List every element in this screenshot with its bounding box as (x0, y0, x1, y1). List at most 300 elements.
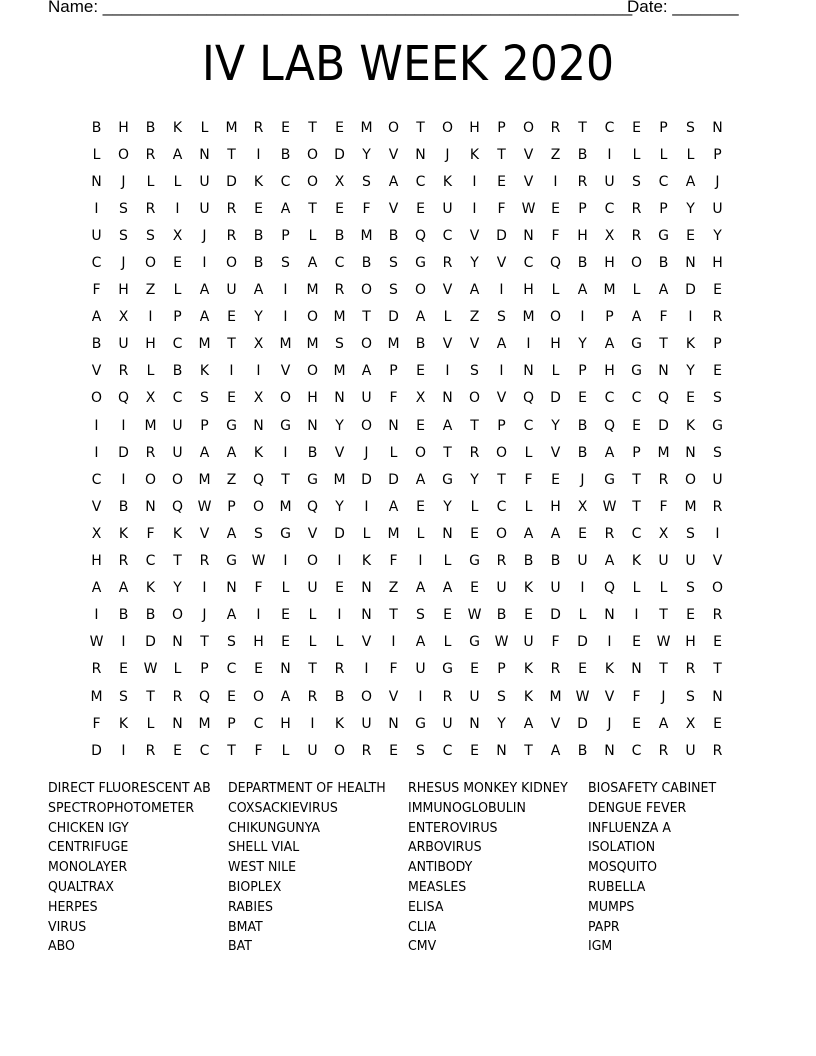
grid-letter: E (578, 390, 587, 407)
grid-letter: S (686, 525, 695, 542)
grid-letter: M (549, 688, 562, 705)
grid-letter: Y (362, 146, 371, 163)
grid-letter: L (632, 282, 641, 299)
grid-letter: B (415, 336, 426, 353)
grid-letter: T (416, 119, 425, 136)
grid-letter: K (685, 417, 696, 434)
grid-letter: Q (522, 390, 535, 407)
grid-letter: H (712, 255, 723, 272)
grid-letter: A (199, 282, 210, 299)
grid-letter: M (306, 282, 319, 299)
grid-letter: O (711, 580, 724, 597)
grid-letter: R (172, 688, 183, 705)
grid-letter: B (577, 444, 588, 461)
grid-letter: R (226, 227, 237, 244)
grid-letter: V (550, 715, 561, 732)
grid-letter: Z (226, 471, 237, 488)
grid-letter: I (391, 634, 396, 651)
grid-letter: L (632, 146, 641, 163)
grid-letter: L (308, 634, 317, 651)
grid-letter: B (523, 553, 534, 570)
grid-letter: T (659, 336, 668, 353)
grid-letter: I (229, 363, 234, 380)
grid-letter: A (199, 309, 210, 326)
grid-letter: V (442, 282, 453, 299)
grid-letter: O (360, 282, 373, 299)
grid-letter: X (253, 390, 264, 407)
grid-letter: X (577, 498, 588, 515)
grid-letter: I (337, 607, 342, 624)
grid-letter: X (145, 390, 156, 407)
word-item: BMAT (228, 918, 263, 935)
grid-letter: E (254, 200, 263, 217)
grid-letter: M (360, 119, 373, 136)
grid-letter: Y (686, 363, 695, 380)
grid-letter: D (496, 227, 507, 244)
grid-letter: S (497, 688, 506, 705)
grid-letter: R (145, 146, 156, 163)
grid-letter: P (173, 309, 182, 326)
grid-letter: C (631, 742, 642, 759)
grid-letter: I (256, 146, 261, 163)
grid-letter: Y (686, 200, 695, 217)
grid-letter: M (198, 336, 211, 353)
grid-letter: V (550, 444, 561, 461)
grid-letter: G (469, 634, 480, 651)
grid-letter: O (117, 146, 130, 163)
word-item: COXSACKIEVIRUS (228, 799, 338, 816)
grid-letter: H (604, 255, 615, 272)
grid-letter: L (173, 173, 182, 190)
grid-letter: T (443, 444, 452, 461)
grid-row (83, 141, 731, 168)
grid-letter: Y (470, 255, 479, 272)
grid-letter: B (388, 227, 399, 244)
grid-letter: R (442, 688, 453, 705)
grid-letter: M (603, 282, 616, 299)
grid-letter: H (145, 336, 156, 353)
grid-letter: M (684, 498, 697, 515)
grid-letter: R (334, 282, 345, 299)
grid-row (83, 466, 731, 493)
word-item: BAT (228, 938, 252, 955)
grid-letter: X (658, 525, 669, 542)
grid-letter: Y (551, 417, 560, 434)
grid-letter: C (442, 742, 453, 759)
grid-row (83, 249, 731, 276)
grid-letter: T (281, 471, 290, 488)
grid-letter: B (658, 255, 669, 272)
grid-letter: N (226, 580, 237, 597)
grid-letter: U (469, 688, 480, 705)
grid-letter: E (713, 715, 722, 732)
grid-letter: F (551, 634, 560, 651)
grid-letter: F (146, 525, 155, 542)
grid-letter: P (713, 146, 722, 163)
grid-letter: T (227, 742, 236, 759)
grid-letter: K (523, 580, 534, 597)
grid-letter: H (685, 634, 696, 651)
grid-letter: A (550, 742, 561, 759)
grid-letter: K (631, 553, 642, 570)
grid-letter: P (281, 227, 290, 244)
grid-letter: S (389, 255, 398, 272)
grid-letter: I (472, 173, 477, 190)
grid-letter: P (659, 200, 668, 217)
grid-letter: O (630, 255, 643, 272)
grid-letter: C (172, 336, 183, 353)
grid-letter: T (308, 661, 317, 678)
grid-letter: U (550, 580, 561, 597)
grid-letter: K (604, 661, 615, 678)
grid-letter: E (335, 580, 344, 597)
grid-letter: A (469, 282, 480, 299)
grid-letter: F (659, 498, 668, 515)
grid-row (83, 629, 731, 656)
grid-letter: S (200, 390, 209, 407)
grid-letter: R (334, 661, 345, 678)
grid-letter: B (307, 444, 318, 461)
grid-letter: K (118, 715, 129, 732)
grid-letter: Q (171, 498, 184, 515)
grid-letter: I (121, 634, 126, 651)
grid-letter: W (494, 634, 509, 651)
grid-letter: T (578, 119, 587, 136)
grid-letter: I (499, 282, 504, 299)
grid-letter: C (604, 200, 615, 217)
grid-letter: P (227, 498, 236, 515)
grid-letter: X (415, 390, 426, 407)
word-item: ANTIBODY (408, 859, 473, 876)
letter-grid (83, 114, 731, 764)
grid-letter: A (226, 525, 237, 542)
grid-letter: J (364, 444, 369, 461)
grid-letter: R (658, 742, 669, 759)
grid-letter: A (442, 417, 453, 434)
grid-row (83, 277, 731, 304)
grid-letter: G (469, 553, 480, 570)
grid-letter: T (227, 146, 236, 163)
word-item: IGM (588, 938, 613, 955)
grid-letter: N (253, 417, 264, 434)
grid-row (83, 548, 731, 575)
grid-letter: I (256, 607, 261, 624)
grid-letter: I (688, 309, 693, 326)
word-item: WEST NILE (228, 859, 297, 876)
grid-letter: T (497, 146, 506, 163)
grid-letter: V (604, 688, 615, 705)
grid-letter: H (469, 119, 480, 136)
grid-letter: M (387, 336, 400, 353)
grid-letter: I (175, 200, 180, 217)
grid-letter: X (172, 227, 183, 244)
grid-letter: R (199, 553, 210, 570)
grid-letter: G (226, 553, 237, 570)
grid-letter: O (306, 309, 319, 326)
grid-letter: E (227, 688, 236, 705)
grid-letter: K (685, 336, 696, 353)
grid-letter: R (550, 119, 561, 136)
grid-letter: R (712, 498, 723, 515)
grid-letter: A (388, 498, 399, 515)
grid-letter: L (146, 715, 155, 732)
word-item: PAPR (588, 918, 620, 935)
grid-letter: E (281, 119, 290, 136)
grid-letter: S (713, 390, 722, 407)
grid-letter: A (226, 444, 237, 461)
grid-letter: G (415, 255, 426, 272)
word-item: CMV (408, 938, 437, 955)
grid-letter: B (496, 607, 507, 624)
grid-letter: F (92, 715, 101, 732)
grid-letter: S (497, 309, 506, 326)
grid-letter: E (389, 742, 398, 759)
grid-letter: S (632, 173, 641, 190)
grid-letter: I (283, 282, 288, 299)
grid-letter: C (91, 255, 102, 272)
grid-letter: M (522, 309, 535, 326)
grid-letter: I (337, 553, 342, 570)
grid-row (83, 385, 731, 412)
grid-letter: T (632, 471, 641, 488)
word-item: HERPES (48, 898, 98, 915)
grid-letter: R (361, 742, 372, 759)
grid-letter: B (118, 498, 129, 515)
grid-letter: N (469, 715, 480, 732)
grid-letter: Q (549, 255, 562, 272)
grid-letter: D (577, 715, 588, 732)
grid-letter: E (227, 390, 236, 407)
grid-letter: B (577, 742, 588, 759)
grid-letter: R (469, 444, 480, 461)
grid-letter: L (659, 146, 668, 163)
grid-letter: B (91, 119, 102, 136)
grid-letter: I (715, 525, 720, 542)
grid-letter: T (227, 336, 236, 353)
grid-row (83, 222, 731, 249)
grid-letter: E (416, 417, 425, 434)
grid-letter: T (497, 471, 506, 488)
word-item: VIRUS (48, 918, 87, 935)
grid-letter: V (388, 688, 399, 705)
word-item: DEPARTMENT OF HEALTH (228, 780, 386, 796)
grid-letter: R (145, 444, 156, 461)
grid-letter: Q (117, 390, 130, 407)
word-item: IMMUNOGLOBULIN (408, 799, 526, 816)
grid-letter: K (253, 444, 264, 461)
grid-letter: U (199, 173, 210, 190)
grid-letter: R (307, 688, 318, 705)
grid-letter: H (523, 282, 534, 299)
word-item: RUBELLA (588, 878, 646, 895)
grid-letter: C (91, 471, 102, 488)
grid-letter: T (389, 607, 398, 624)
grid-letter: N (415, 146, 426, 163)
grid-letter: S (416, 607, 425, 624)
grid-letter: O (684, 471, 697, 488)
grid-letter: K (361, 553, 372, 570)
grid-letter: B (145, 119, 156, 136)
grid-letter: W (89, 634, 104, 651)
grid-letter: A (496, 336, 507, 353)
grid-letter: I (94, 417, 99, 434)
grid-letter: K (253, 173, 264, 190)
grid-letter: R (496, 553, 507, 570)
word-item: CHICKEN IGY (48, 819, 129, 836)
grid-letter: S (389, 282, 398, 299)
grid-letter: K (172, 119, 183, 136)
grid-letter: L (308, 227, 317, 244)
word-item: CLIA (408, 918, 437, 935)
grid-letter: C (604, 390, 615, 407)
word-item: CENTRIFUGE (48, 839, 129, 856)
grid-letter: L (470, 498, 479, 515)
word-item: DIRECT FLUORESCENT AB (48, 780, 211, 796)
grid-letter: L (443, 634, 452, 651)
grid-letter: O (387, 119, 400, 136)
grid-letter: R (658, 471, 669, 488)
grid-letter: V (523, 173, 534, 190)
grid-letter: M (198, 471, 211, 488)
grid-letter: R (118, 553, 129, 570)
grid-letter: U (658, 553, 669, 570)
grid-letter: M (279, 336, 292, 353)
grid-letter: V (523, 146, 534, 163)
grid-letter: R (577, 173, 588, 190)
grid-letter: A (415, 634, 426, 651)
grid-letter: N (685, 255, 696, 272)
grid-letter: P (227, 715, 236, 732)
grid-letter: R (712, 742, 723, 759)
grid-row (83, 602, 731, 629)
grid-letter: Z (145, 282, 156, 299)
grid-letter: I (148, 309, 153, 326)
grid-row (83, 304, 731, 331)
grid-letter: S (281, 255, 290, 272)
grid-letter: V (469, 336, 480, 353)
grid-letter: D (388, 309, 399, 326)
grid-letter: F (254, 742, 263, 759)
grid-letter: E (281, 634, 290, 651)
grid-letter: F (632, 688, 641, 705)
grid-letter: S (470, 363, 479, 380)
grid-letter: O (495, 444, 508, 461)
grid-letter: U (685, 742, 696, 759)
grid-letter: O (144, 255, 157, 272)
grid-letter: W (197, 498, 212, 515)
grid-letter: W (521, 200, 536, 217)
grid-letter: P (497, 119, 506, 136)
grid-row (83, 331, 731, 358)
grid-letter: V (91, 363, 102, 380)
grid-letter: D (145, 634, 156, 651)
grid-letter: I (121, 742, 126, 759)
grid-letter: L (443, 553, 452, 570)
date-field-line: Date: _______ (627, 0, 739, 16)
grid-letter: E (335, 119, 344, 136)
grid-letter: L (551, 282, 560, 299)
grid-letter: U (442, 200, 453, 217)
grid-letter: N (523, 227, 534, 244)
grid-letter: O (360, 417, 373, 434)
grid-letter: B (577, 146, 588, 163)
grid-letter: A (415, 471, 426, 488)
grid-letter: E (470, 661, 479, 678)
grid-letter: S (254, 525, 263, 542)
grid-letter: Z (550, 146, 561, 163)
grid-letter: Q (414, 227, 427, 244)
grid-letter: U (172, 417, 183, 434)
grid-letter: T (659, 661, 668, 678)
grid-letter: L (335, 634, 344, 651)
grid-letter: L (524, 498, 533, 515)
grid-letter: M (90, 688, 103, 705)
word-item: ELISA (408, 898, 444, 915)
grid-letter: L (146, 363, 155, 380)
grid-letter: A (577, 282, 588, 299)
grid-letter: J (607, 715, 612, 732)
grid-letter: I (121, 471, 126, 488)
grid-letter: A (307, 255, 318, 272)
grid-letter: I (283, 444, 288, 461)
grid-row (83, 520, 731, 547)
grid-letter: O (306, 363, 319, 380)
grid-letter: E (713, 634, 722, 651)
grid-letter: L (92, 146, 101, 163)
grid-letter: K (523, 661, 534, 678)
word-item: SPECTROPHOTOMETER (48, 799, 195, 816)
grid-letter: Q (603, 580, 616, 597)
grid-letter: Y (470, 471, 479, 488)
grid-letter: O (171, 471, 184, 488)
grid-letter: O (333, 742, 346, 759)
grid-letter: E (713, 282, 722, 299)
grid-letter: C (172, 390, 183, 407)
grid-letter: A (199, 444, 210, 461)
grid-letter: F (659, 309, 668, 326)
word-item: BIOSAFETY CABINET (588, 780, 717, 796)
grid-letter: F (524, 471, 533, 488)
grid-letter: C (496, 498, 507, 515)
grid-letter: L (200, 119, 209, 136)
grid-letter: N (523, 363, 534, 380)
grid-letter: N (172, 715, 183, 732)
grid-letter: Z (388, 580, 399, 597)
grid-letter: U (712, 471, 723, 488)
grid-letter: T (200, 634, 209, 651)
grid-letter: D (550, 607, 561, 624)
grid-row (83, 168, 731, 195)
grid-letter: P (605, 309, 614, 326)
word-column (408, 779, 588, 957)
grid-letter: C (523, 255, 534, 272)
grid-row (83, 439, 731, 466)
grid-letter: K (145, 580, 156, 597)
grid-letter: U (685, 553, 696, 570)
grid-letter: A (415, 580, 426, 597)
grid-letter: R (253, 119, 264, 136)
grid-letter: E (416, 363, 425, 380)
grid-letter: A (388, 173, 399, 190)
grid-letter: I (607, 146, 612, 163)
grid-letter: R (145, 742, 156, 759)
grid-letter: X (91, 525, 102, 542)
grid-letter: P (659, 119, 668, 136)
grid-letter: O (306, 553, 319, 570)
grid-letter: B (253, 255, 264, 272)
grid-letter: S (362, 173, 371, 190)
grid-letter: C (631, 390, 642, 407)
